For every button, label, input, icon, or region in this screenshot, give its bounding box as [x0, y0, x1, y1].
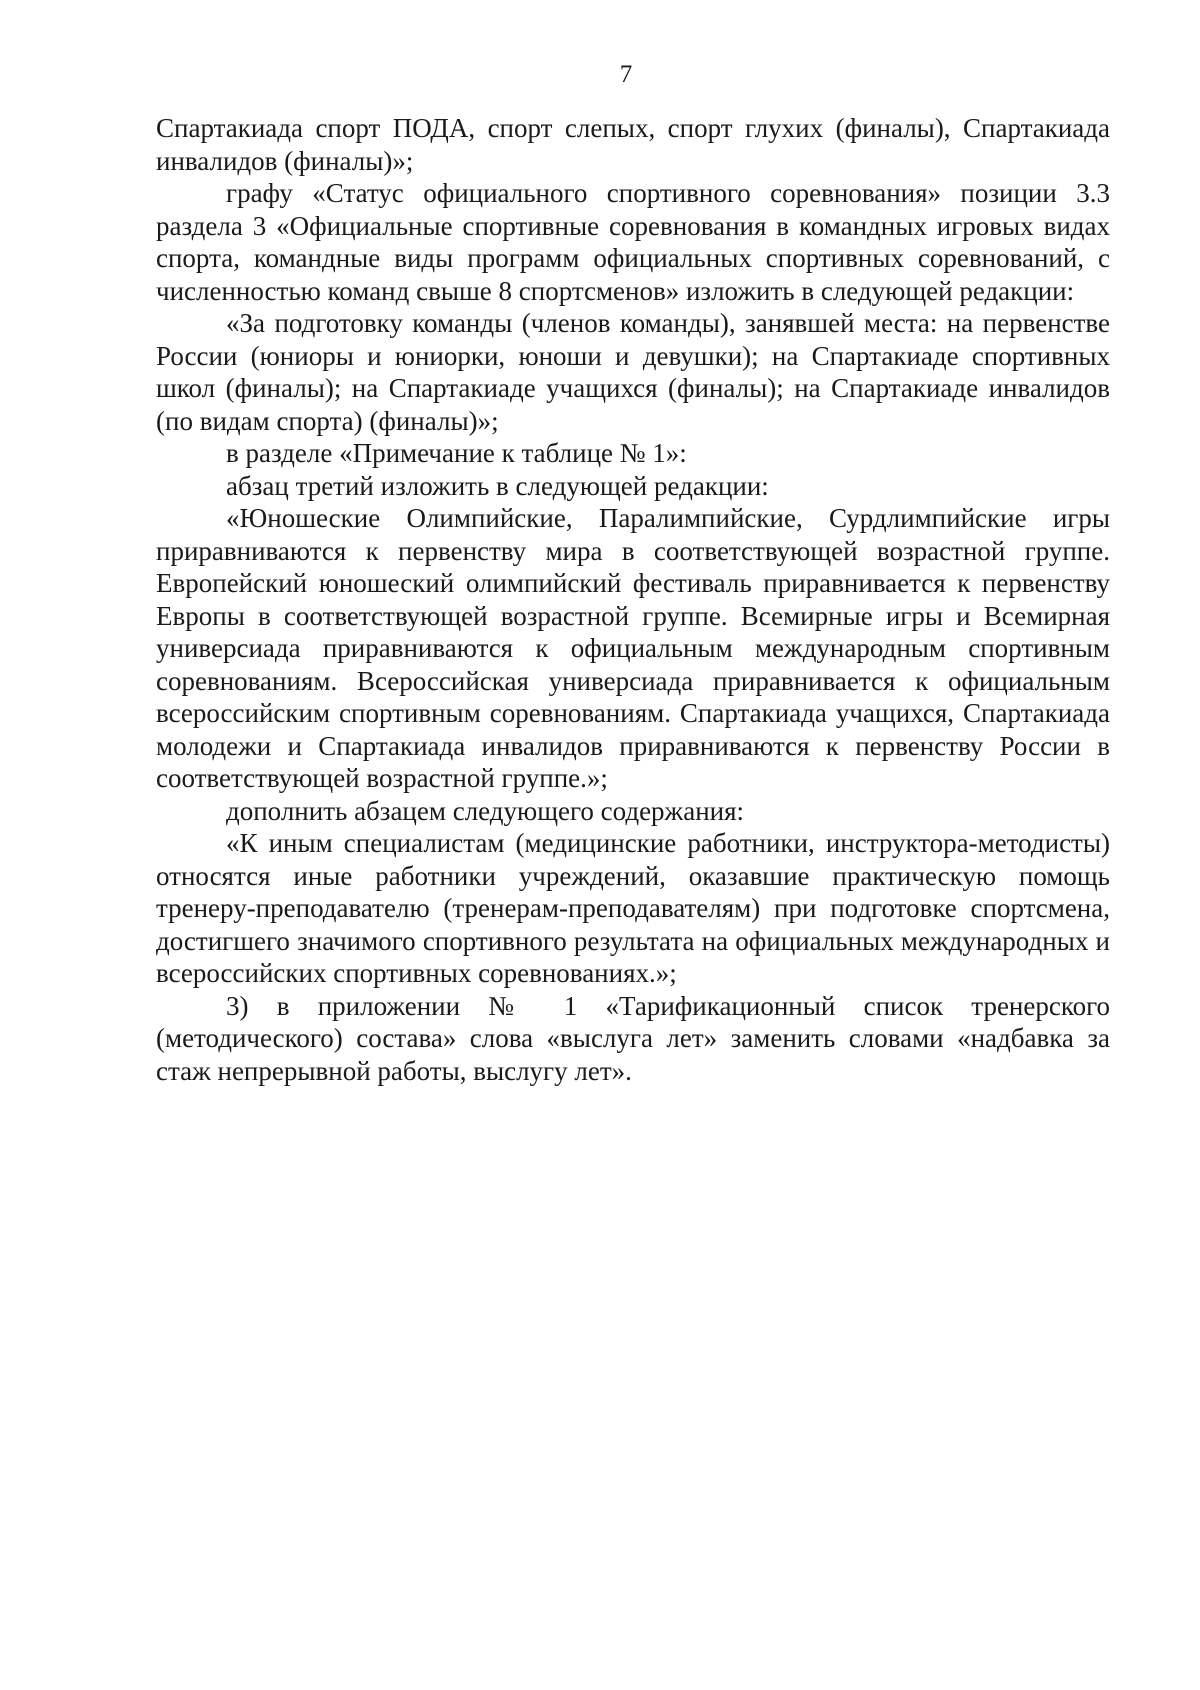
paragraph-4: в разделе «Примечание к таблице № 1»: [226, 438, 687, 468]
document-body [156, 112, 1110, 1087]
paragraph-1: Спартакиада спорт ПОДА, спорт слепых, спорт глухих (финалы), Спартакиада инвалидов (финалы)»; [156, 113, 1110, 176]
paragraph-5: абзац третий изложить в следующей редакции: [226, 470, 769, 501]
paragraph-2: графу «Статус официального спортивного соревнования» позиции 3.3 раздела 3 «Официальные спортивные соревнования в командных игровых видах спорта, командные виды программ официальных спортивных соревнований, с численностью команд свыше 8 спортсменов» изложить в следующей редакции: [156, 178, 1110, 306]
paragraph-9: 3) в приложении № 1 «Тарификационный список тренерского (методического) состава» слова «выслуга лет» заменить словами «надбавка за стаж непрерывной работы, выслугу лет». [156, 990, 1110, 1086]
paragraph-8: «К иным специалистам (медицинские работники, инструктора-методисты) относятся иные работники учреждений, оказавшие практическую помощь тренеру-преподавателю (тренерам-преподавателям) при подготовке спортсмена, достигшего значимого спортивного результата на официальных международных и всероссийских спортивных соревнованиях.»; [156, 828, 1110, 988]
page-number: 7 [619, 61, 633, 88]
paragraph-3: «За подготовку команды (членов команды), занявшей места: на первенстве России (юниоры и юниорки, юноши и девушки); на Спартакиаде спортивных школ (финалы); на Спартакиаде учащихся (финалы); на Спартакиаде инвалидов (по видам спорта) (финалы)»; [156, 308, 1110, 436]
paragraph-6: «Юношеские Олимпийские, Паралимпийские, Сурдлимпийские игры приравниваются к первенству мира в соответствующей возрастной группе. Европейский юношеский олимпийский фестиваль приравнивается к первенству Европы в соответствующей возрастной группе. Всемирные игры и Всемирная универсиада приравниваются к официальным международным спортивным соревнованиям. Всероссийская универсиада приравнивается к официальным всероссийским спортивным соревнованиям. Спартакиада учащихся, Спартакиада молодежи и Спартакиада инвалидов приравниваются к первенству России в соответствующей возрастной группе.»; [156, 503, 1110, 793]
paragraph-7: дополнить абзацем следующего содержания: [226, 795, 745, 826]
